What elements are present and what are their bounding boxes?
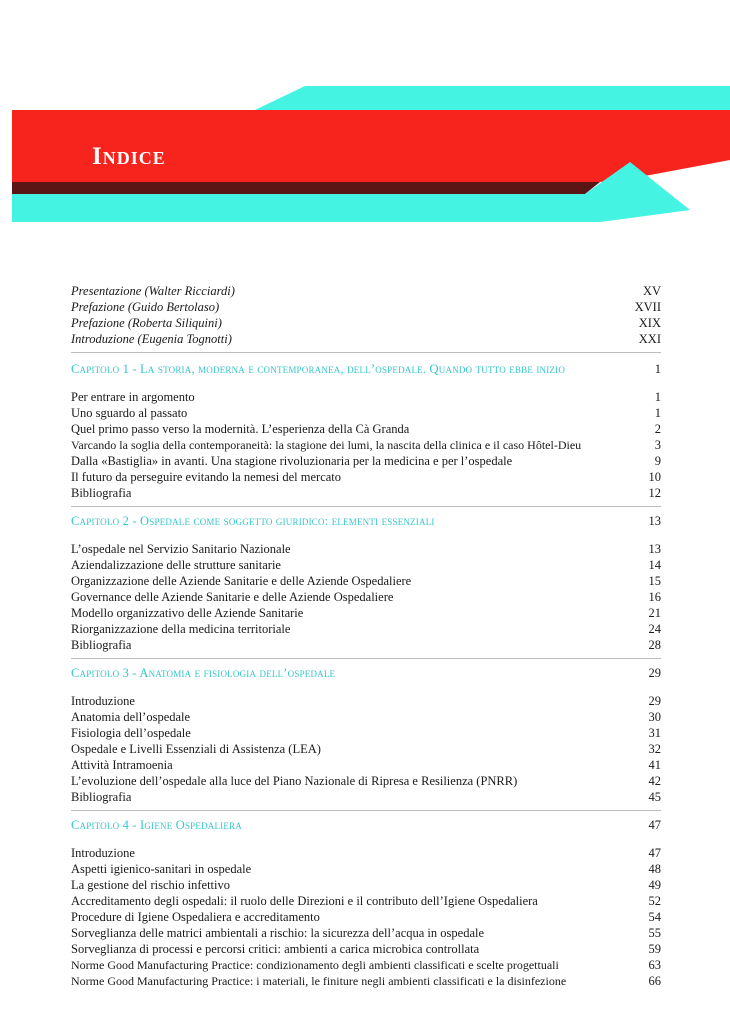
entry-page: 54 [648, 910, 661, 924]
entry-page: 49 [648, 878, 661, 892]
entry-title: Introduzione [71, 694, 135, 708]
entry-page: 9 [654, 454, 661, 468]
entry-title: Anatomia dell’ospedale [71, 710, 191, 724]
toc-entry[interactable] [71, 283, 661, 299]
entry-title: L’evoluzione dell’ospedale alla luce del Piano Nazionale di Ripresa e Resilienza (PNRR) [71, 774, 518, 788]
entry-title: Aziendalizzazione delle strutture sanitarie [71, 558, 281, 572]
toc-entry[interactable] [71, 485, 661, 501]
entry-title: Norme Good Manufacturing Practice: i materiali, le finiture negli ambienti classificati e la disinfezione [71, 974, 567, 988]
entry-page: 30 [648, 710, 661, 724]
chapter-page: 29 [648, 666, 661, 680]
toc-entry[interactable] [71, 557, 661, 573]
entry-title: Bibliografia [71, 638, 132, 652]
entry-page: 15 [648, 574, 661, 588]
entry-page: 32 [648, 742, 661, 756]
entry-title: Introduzione (Eugenia Tognotti) [71, 332, 232, 346]
toc-entry[interactable] [71, 941, 661, 957]
entry-title: Fisiologia dell’ospedale [71, 726, 191, 740]
toc-entry[interactable] [71, 541, 661, 557]
entry-title: Presentazione (Walter Ricciardi) [71, 284, 235, 298]
toc-entry[interactable] [71, 315, 661, 331]
toc-entry[interactable] [71, 621, 661, 637]
toc-entry[interactable] [71, 973, 661, 989]
entry-page: 41 [648, 758, 661, 772]
toc-entry[interactable] [71, 773, 661, 789]
divider [71, 506, 661, 507]
entry-page: 59 [648, 942, 661, 956]
entry-page: 45 [648, 790, 661, 804]
entry-title: Quel primo passo verso la modernità. L’esperienza della Cà Granda [71, 422, 410, 436]
chapter-heading[interactable] [71, 513, 661, 529]
entry-page: 47 [648, 846, 661, 860]
toc-entry[interactable] [71, 589, 661, 605]
entry-title: Uno sguardo al passato [71, 406, 188, 420]
entry-page: 16 [648, 590, 661, 604]
toc-entry[interactable] [71, 405, 661, 421]
chapter-page: 13 [648, 514, 661, 528]
chapter-page: 1 [654, 362, 661, 376]
header-banner [0, 0, 730, 240]
divider [71, 352, 661, 353]
toc-entry[interactable] [71, 861, 661, 877]
banner-cyan-top [255, 86, 730, 110]
toc-entry[interactable] [71, 389, 661, 405]
entry-page: 3 [654, 438, 661, 452]
chapter-title: Capitolo 1 - La storia, moderna e contemporanea, dell’ospedale. Quando tutto ebbe inizio [71, 362, 566, 376]
entry-title: Norme Good Manufacturing Practice: condizionamento degli ambienti classificati e scelte progettuali [71, 958, 559, 972]
entry-title: Attività Intramoenia [71, 758, 173, 772]
toc-entry[interactable] [71, 877, 661, 893]
entry-title: Procedure di Igiene Ospedaliera e accreditamento [71, 910, 320, 924]
entry-page: 63 [648, 958, 661, 972]
toc-entry[interactable] [71, 925, 661, 941]
toc-entry[interactable] [71, 421, 661, 437]
toc-entry[interactable] [71, 573, 661, 589]
chapter-title: Capitolo 2 - Ospedale come soggetto giuridico: elementi essenziali [71, 514, 435, 528]
entry-title: L’ospedale nel Servizio Sanitario Nazionale [71, 542, 291, 556]
entry-page: 12 [648, 486, 661, 500]
banner-dark-bottom [12, 182, 600, 194]
entry-title: Prefazione (Roberta Siliquini) [71, 316, 222, 330]
toc-entry[interactable] [71, 693, 661, 709]
entry-page: 21 [648, 606, 661, 620]
entry-title: Sorveglianza delle matrici ambientali a rischio: la sicurezza dell’acqua in ospedale [71, 926, 485, 940]
entry-title: Organizzazione delle Aziende Sanitarie e delle Aziende Ospedaliere [71, 574, 412, 588]
toc-entry[interactable] [71, 331, 661, 347]
toc-entry[interactable] [71, 725, 661, 741]
toc-entry[interactable] [71, 453, 661, 469]
entry-title: Sorveglianza di processi e percorsi critici: ambienti a carica microbica controllata [71, 942, 480, 956]
toc-entry[interactable] [71, 709, 661, 725]
divider [71, 658, 661, 659]
entry-title: Modello organizzativo delle Aziende Sanitarie [71, 606, 304, 620]
entry-title: Aspetti igienico-sanitari in ospedale [71, 862, 252, 876]
entry-title: Prefazione (Guido Bertolaso) [71, 300, 220, 314]
entry-title: Bibliografia [71, 486, 132, 500]
toc-entry[interactable] [71, 469, 661, 485]
toc-entry[interactable] [71, 299, 661, 315]
entry-title: Riorganizzazione della medicina territoriale [71, 622, 291, 636]
entry-page: 28 [648, 638, 661, 652]
toc-entry[interactable] [71, 893, 661, 909]
entry-title: Introduzione [71, 846, 135, 860]
entry-page: 31 [648, 726, 661, 740]
entry-page: 1 [654, 390, 661, 404]
entry-page: 10 [648, 470, 661, 484]
entry-title: Governance delle Aziende Sanitarie e delle Aziende Ospedaliere [71, 590, 394, 604]
toc-entry[interactable] [71, 741, 661, 757]
entry-title: Il futuro da perseguire evitando la nemesi del mercato [71, 470, 342, 484]
chapter-heading[interactable] [71, 817, 661, 833]
toc-entry[interactable] [71, 909, 661, 925]
entry-title: Accreditamento degli ospedali: il ruolo delle Direzioni e il contributo dell’Igiene Ospedaliera [71, 894, 538, 908]
entry-page: 29 [648, 694, 661, 708]
entry-page: 55 [648, 926, 661, 940]
toc-entry[interactable] [71, 757, 661, 773]
entry-page: XVII [634, 300, 661, 314]
toc-entry[interactable] [71, 957, 661, 973]
entry-page: 14 [648, 558, 661, 572]
entry-page: XXI [638, 332, 661, 346]
entry-page: 66 [648, 974, 661, 988]
entry-title: Dalla «Bastiglia» in avanti. Una stagione rivoluzionaria per la medicina e per l’ospedale [71, 454, 513, 468]
entry-page: 48 [648, 862, 661, 876]
chapter-page: 47 [648, 818, 661, 832]
toc-entry[interactable] [71, 637, 661, 653]
entry-page: 52 [648, 894, 661, 908]
entry-page: 42 [648, 774, 661, 788]
toc-entry[interactable] [71, 605, 661, 621]
entry-title: Per entrare in argomento [71, 390, 195, 404]
toc-entry[interactable] [71, 789, 661, 805]
entry-page: 1 [654, 406, 661, 420]
chapter-heading[interactable] [71, 665, 661, 681]
toc-entry[interactable] [71, 437, 661, 453]
entry-title: Varcando la soglia della contemporaneità: la stagione dei lumi, la nascita della clinica e il caso Hôtel-Dieu [71, 438, 582, 452]
page-title: Indice [92, 143, 166, 170]
entry-page: XV [642, 284, 661, 298]
front-matter [71, 283, 661, 347]
toc-entry[interactable] [71, 845, 661, 861]
table-of-contents [71, 283, 661, 989]
entry-page: XIX [638, 316, 661, 330]
chapter-title: Capitolo 4 - Igiene Ospedaliera [71, 818, 242, 832]
entry-title: Bibliografia [71, 790, 132, 804]
entry-title: La gestione del rischio infettivo [71, 878, 230, 892]
chapter-title: Capitolo 3 - Anatomia e fisiologia dell’ospedale [71, 666, 336, 680]
entry-page: 24 [648, 622, 661, 636]
entry-title: Ospedale e Livelli Essenziali di Assistenza (LEA) [71, 742, 321, 756]
entry-page: 13 [648, 542, 661, 556]
entry-page: 2 [654, 422, 661, 436]
chapter-heading[interactable] [71, 361, 661, 377]
divider [71, 810, 661, 811]
